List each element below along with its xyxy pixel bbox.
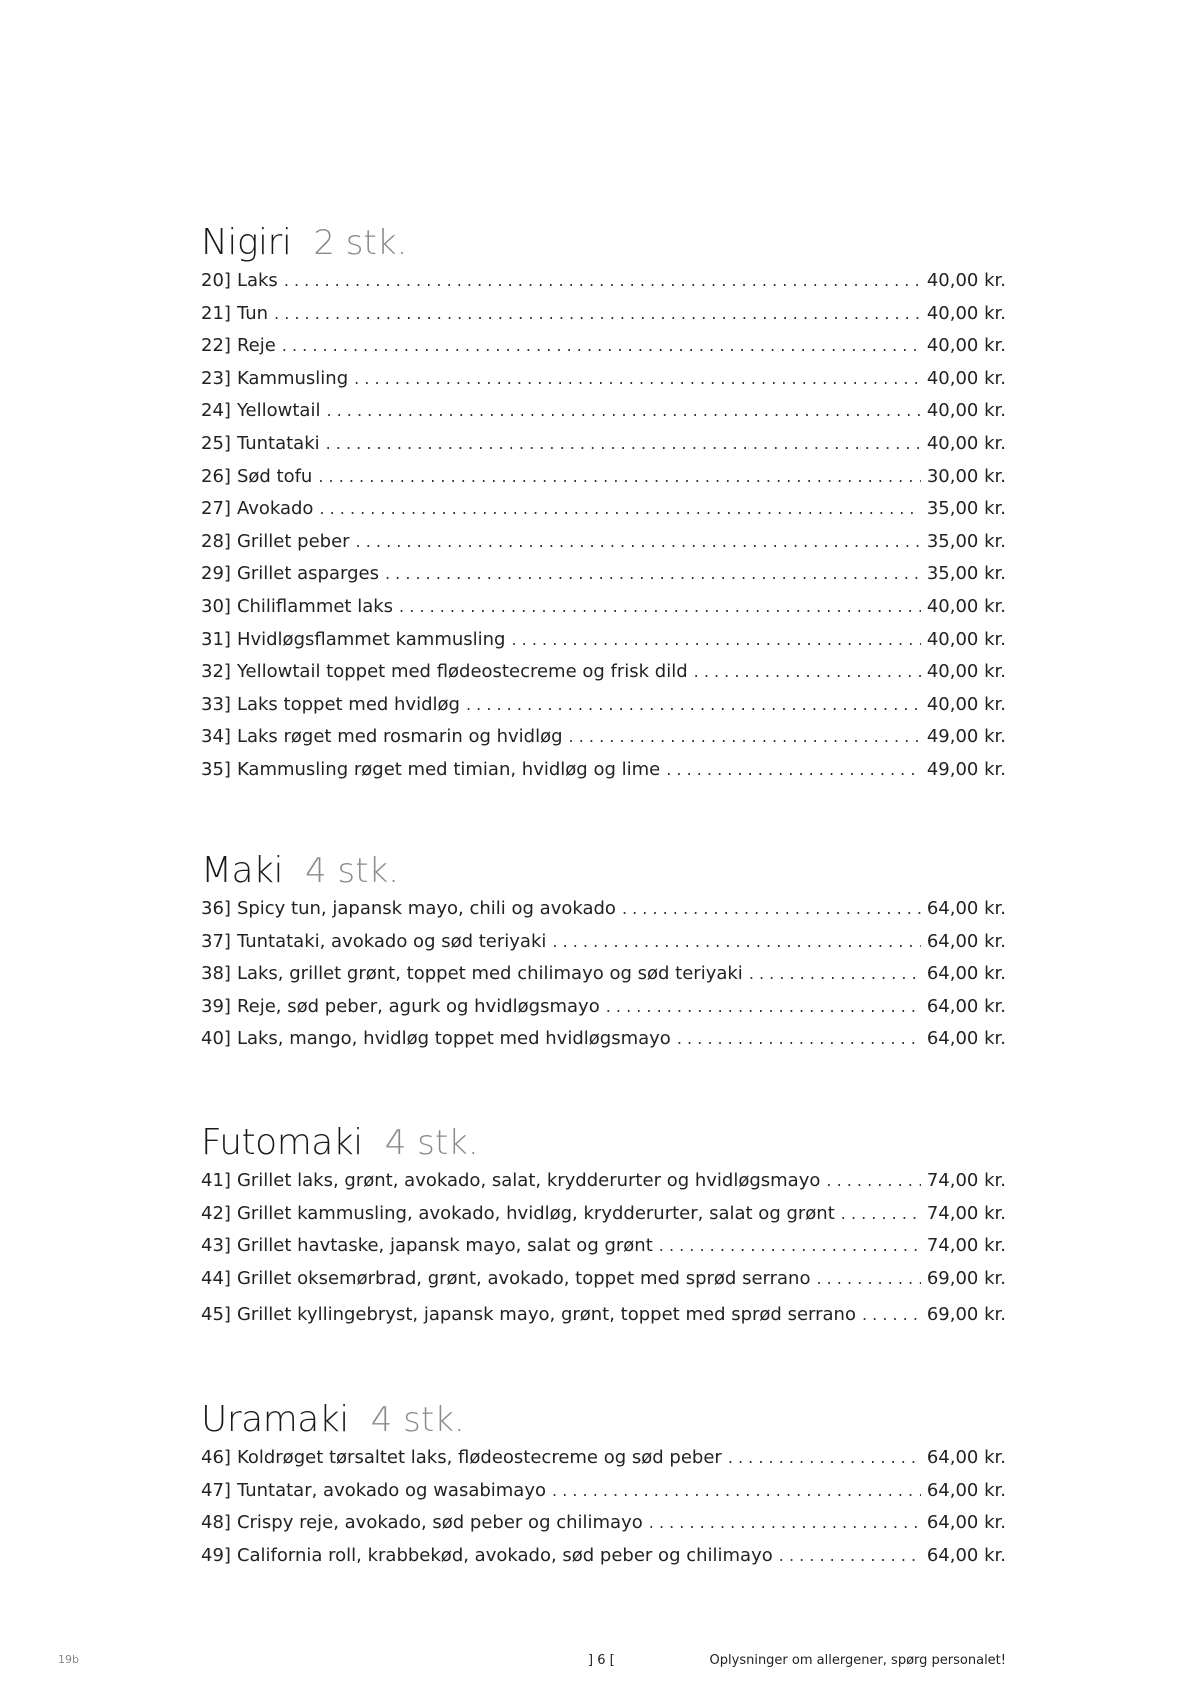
dot-leader [749,964,921,983]
item-price: 35,00 kr. [926,563,1006,585]
item-number: 21] [201,302,231,324]
item-price: 30,00 kr. [926,465,1006,487]
dot-leader [826,1171,920,1190]
item-number: 38] [201,963,231,985]
dot-leader [319,499,920,518]
item-name: Reje [236,335,276,357]
item-name: Laks toppet med hvidløg [236,693,460,715]
item-number: 34] [201,726,231,748]
item-price: 64,00 kr. [926,1544,1006,1566]
item-name: Yellowtail [236,400,321,422]
dot-leader [399,597,921,616]
item-number: 32] [201,661,231,683]
item-list [201,1447,1006,1577]
dot-leader [326,434,921,453]
menu-item [201,759,1006,792]
dot-leader [385,564,921,583]
item-price: 64,00 kr. [926,898,1006,919]
dot-leader [326,401,920,420]
item-name: Reje, sød peber, agurk og hvidløgsmayo [236,995,600,1017]
item-name: Koldrøget tørsaltet laks, flødeostecreme og sød peber [236,1447,722,1468]
item-number: 44] [201,1267,231,1289]
item-number: 42] [201,1202,231,1224]
item-name: Grillet peber [236,530,350,552]
item-name: Grillet laks, grønt, avokado, salat, krydderurter og hvidløgsmayo [236,1170,821,1191]
item-name: Yellowtail toppet med flødeostecreme og frisk dild [236,661,688,683]
item-name: Laks, mango, hvidløg toppet med hvidløgsmayo [236,1028,671,1050]
item-price: 49,00 kr. [926,758,1006,780]
menu-item [201,400,1006,433]
section-heading [201,850,1006,898]
item-price: 35,00 kr. [926,498,1006,520]
item-number: 48] [201,1512,231,1534]
item-price: 64,00 kr. [926,1447,1006,1468]
dot-leader [569,727,921,746]
item-price: 40,00 kr. [926,302,1006,324]
menu-item [201,629,1006,662]
dot-leader [677,1029,921,1048]
menu-item [201,963,1006,996]
section-nigiri [201,222,1006,792]
item-price: 35,00 kr. [926,530,1006,552]
menu-item [201,1512,1006,1545]
dot-leader [862,1305,921,1324]
menu-item [201,726,1006,759]
item-name: Laks røget med rosmarin og hvidløg [236,726,563,748]
item-price: 40,00 kr. [926,693,1006,715]
menu-item [201,466,1006,499]
dot-leader [552,1481,921,1500]
item-list [201,270,1006,792]
item-number: 25] [201,432,231,454]
item-name: Hvidløgsflammet kammusling [236,628,506,650]
section-maki [201,850,1006,1061]
dot-leader [354,369,921,388]
item-price: 40,00 kr. [926,432,1006,454]
menu-item [201,996,1006,1029]
page-footer [0,1653,1200,1677]
menu-item [201,596,1006,629]
item-name: Grillet havtaske, japansk mayo, salat og grønt [236,1235,653,1257]
section-count: 4 stk. [370,1400,465,1440]
item-number: 28] [201,530,231,552]
item-number: 37] [201,930,231,952]
item-price: 64,00 kr. [926,995,1006,1017]
item-price: 40,00 kr. [926,367,1006,389]
item-name: Laks [236,270,278,291]
item-number: 26] [201,465,231,487]
item-number: 27] [201,498,231,520]
menu-item [201,1170,1006,1203]
item-price: 40,00 kr. [926,661,1006,683]
dot-leader [318,467,921,486]
item-name: Spicy tun, japansk mayo, chili og avokado [236,898,616,919]
item-number: 20] [201,270,231,291]
dot-leader [816,1269,920,1288]
menu-item [201,1447,1006,1480]
dot-leader [728,1448,921,1467]
dot-leader [659,1236,921,1255]
item-name: Tuntataki, avokado og sød teriyaki [236,930,547,952]
item-price: 64,00 kr. [926,1512,1006,1534]
dot-leader [606,997,921,1016]
item-price: 64,00 kr. [926,963,1006,985]
item-name: Laks, grillet grønt, toppet med chilimayo og sød teriyaki [236,963,743,985]
section-heading [201,1399,1006,1447]
menu-item [201,1268,1006,1304]
item-number: 45] [201,1303,231,1325]
menu-item [201,335,1006,368]
item-price: 64,00 kr. [926,930,1006,952]
dot-leader [356,532,921,551]
item-number: 35] [201,758,231,780]
dot-leader [466,695,921,714]
item-price: 40,00 kr. [926,335,1006,357]
item-number: 30] [201,595,231,617]
menu-item [201,1304,1006,1337]
item-number: 24] [201,400,231,422]
item-number: 22] [201,335,231,357]
item-name: Crispy reje, avokado, sød peber og chilimayo [236,1512,643,1534]
item-number: 43] [201,1235,231,1257]
dot-leader [512,630,921,649]
item-price: 64,00 kr. [926,1028,1006,1050]
item-name: Kammusling [236,367,349,389]
item-name: Grillet kammusling, avokado, hvidløg, krydderurter, salat og grønt [236,1202,835,1224]
item-price: 74,00 kr. [926,1235,1006,1257]
dot-leader [666,760,921,779]
item-price: 74,00 kr. [926,1170,1006,1191]
dot-leader [552,932,920,951]
item-name: Tuntataki [236,432,320,454]
section-heading [201,222,1006,270]
item-number: 49] [201,1544,231,1566]
menu-item [201,498,1006,531]
item-name: Tuntatar, avokado og wasabimayo [236,1479,547,1501]
page-code: 19b [58,1653,79,1666]
section-title: Maki [201,850,283,891]
menu-item [201,368,1006,401]
menu-item [201,661,1006,694]
dot-leader [282,336,921,355]
dot-leader [284,271,921,290]
item-price: 40,00 kr. [926,628,1006,650]
section-uramaki [201,1399,1006,1577]
section-futomaki [201,1122,1006,1336]
menu-item [201,270,1006,303]
item-number: 36] [201,898,231,919]
item-number: 39] [201,995,231,1017]
menu-item [201,1028,1006,1061]
item-price: 69,00 kr. [926,1303,1006,1325]
item-price: 64,00 kr. [926,1479,1006,1501]
item-number: 40] [201,1028,231,1050]
section-title: Nigiri [201,222,292,263]
menu-item [201,1203,1006,1236]
item-price: 40,00 kr. [926,400,1006,422]
item-name: Sød tofu [236,465,313,487]
item-name: Kammusling røget med timian, hvidløg og lime [236,758,661,780]
item-price: 74,00 kr. [926,1202,1006,1224]
item-price: 40,00 kr. [926,270,1006,291]
item-price: 69,00 kr. [926,1267,1006,1289]
section-count: 4 stk. [384,1123,479,1163]
item-number: 41] [201,1170,231,1191]
item-number: 47] [201,1479,231,1501]
menu-item [201,898,1006,931]
menu-item [201,1480,1006,1513]
item-number: 46] [201,1447,231,1468]
item-name: Avokado [236,498,314,520]
item-name: Chiliflammet laks [236,595,394,617]
menu-item [201,931,1006,964]
dot-leader [779,1546,921,1565]
section-heading [201,1122,1006,1170]
dot-leader [274,304,921,323]
item-number: 31] [201,628,231,650]
page-number: ] 6 [ [588,1653,615,1668]
item-name: Tun [236,302,269,324]
item-list [201,1170,1006,1336]
section-count: 4 stk. [304,851,399,891]
item-name: California roll, krabbekød, avokado, sød peber og chilimayo [236,1544,773,1566]
item-price: 49,00 kr. [926,726,1006,748]
item-list [201,898,1006,1061]
menu-item [201,563,1006,596]
item-number: 33] [201,693,231,715]
item-name: Grillet kyllingebryst, japansk mayo, grønt, toppet med sprød serrano [236,1303,856,1325]
dot-leader [694,662,921,681]
dot-leader [649,1513,921,1532]
section-title: Uramaki [201,1399,349,1440]
item-name: Grillet oksemørbrad, grønt, avokado, toppet med sprød serrano [236,1267,811,1289]
item-name: Grillet asparges [236,563,379,585]
menu-item [201,433,1006,466]
menu-item [201,303,1006,336]
menu-item [201,1235,1006,1268]
section-count: 2 stk. [313,223,408,263]
allergen-note: Oplysninger om allergener, spørg personalet! [709,1653,1006,1668]
menu-item [201,694,1006,727]
item-number: 23] [201,367,231,389]
item-price: 40,00 kr. [926,595,1006,617]
menu-item [201,1545,1006,1578]
dot-leader [841,1204,921,1223]
menu-item [201,531,1006,564]
item-number: 29] [201,563,231,585]
section-title: Futomaki [201,1122,363,1163]
dot-leader [622,899,921,918]
